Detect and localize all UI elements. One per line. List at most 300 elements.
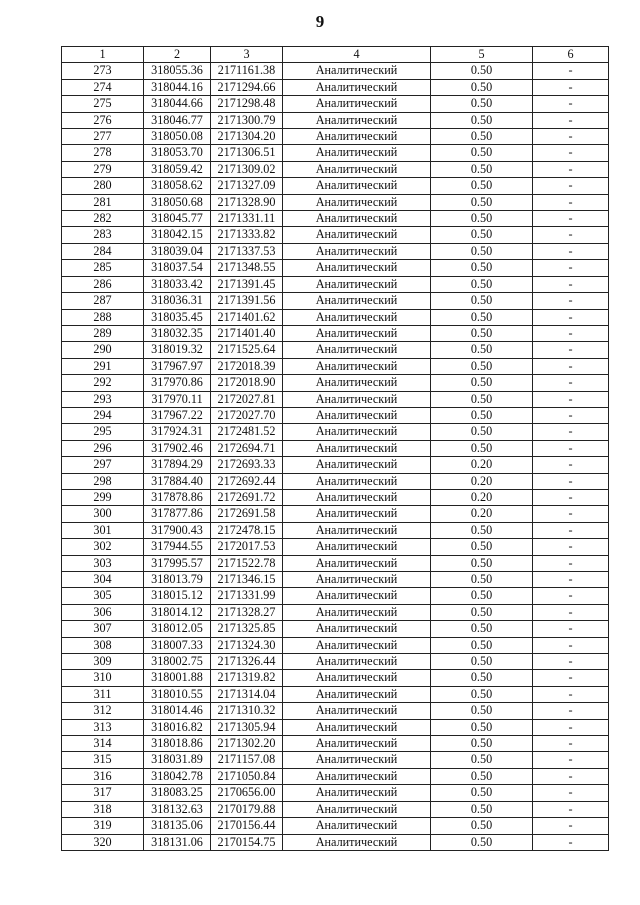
table-cell: 295 [62, 424, 144, 440]
table-row [62, 621, 609, 637]
table-cell: - [533, 654, 609, 670]
table-cell: 318015.12 [144, 588, 211, 604]
table-cell: - [533, 342, 609, 358]
table-cell: 0.50 [431, 194, 533, 210]
table-cell: - [533, 801, 609, 817]
table-cell: Аналитический [283, 539, 431, 555]
table-cell: 317877.86 [144, 506, 211, 522]
table-row [62, 686, 609, 702]
table-cell: - [533, 588, 609, 604]
table-cell: 286 [62, 276, 144, 292]
table-cell: - [533, 112, 609, 128]
table-cell: - [533, 440, 609, 456]
table-cell: 273 [62, 63, 144, 79]
table-cell: Аналитический [283, 112, 431, 128]
table-cell: 0.50 [431, 768, 533, 784]
table-cell: 2170154.75 [211, 834, 283, 850]
table-row [62, 670, 609, 686]
table-cell: 0.50 [431, 588, 533, 604]
table-cell: 317970.11 [144, 391, 211, 407]
table-cell: 317884.40 [144, 473, 211, 489]
table-cell: 2170156.44 [211, 818, 283, 834]
table-cell: - [533, 178, 609, 194]
table-cell: 296 [62, 440, 144, 456]
table-cell: 0.50 [431, 670, 533, 686]
column-header: 2 [144, 47, 211, 63]
table-cell: 2171331.11 [211, 211, 283, 227]
table-cell: 2171391.56 [211, 293, 283, 309]
table-cell: - [533, 539, 609, 555]
table-cell: 0.50 [431, 785, 533, 801]
table-cell: 313 [62, 719, 144, 735]
table-cell: 318014.46 [144, 703, 211, 719]
table-cell: 2172027.81 [211, 391, 283, 407]
table-row [62, 178, 609, 194]
table-cell: - [533, 637, 609, 653]
table-row [62, 703, 609, 719]
table-row [62, 440, 609, 456]
table-cell: Аналитический [283, 63, 431, 79]
table-cell: Аналитический [283, 424, 431, 440]
table-cell: - [533, 424, 609, 440]
table-cell: 2171298.48 [211, 96, 283, 112]
table-row [62, 637, 609, 653]
table-cell: 2171050.84 [211, 768, 283, 784]
table-cell: 291 [62, 358, 144, 374]
table-cell: 2171327.09 [211, 178, 283, 194]
table-cell: - [533, 391, 609, 407]
column-header: 1 [62, 47, 144, 63]
table-cell: 318002.75 [144, 654, 211, 670]
table-row [62, 489, 609, 505]
table-cell: 289 [62, 325, 144, 341]
table-cell: 318033.42 [144, 276, 211, 292]
table-cell: 0.50 [431, 375, 533, 391]
table-cell: 2171401.62 [211, 309, 283, 325]
table-cell: Аналитический [283, 572, 431, 588]
table-cell: 317944.55 [144, 539, 211, 555]
table-cell: Аналитический [283, 703, 431, 719]
table-cell: 318053.70 [144, 145, 211, 161]
table-cell: 318131.06 [144, 834, 211, 850]
table-cell: 318050.08 [144, 129, 211, 145]
table-cell: 0.50 [431, 572, 533, 588]
table-cell: 318044.66 [144, 96, 211, 112]
table-cell: Аналитический [283, 752, 431, 768]
table-cell: 0.50 [431, 555, 533, 571]
table-cell: 278 [62, 145, 144, 161]
table-cell: 318058.62 [144, 178, 211, 194]
table-cell: Аналитический [283, 818, 431, 834]
table-cell: 315 [62, 752, 144, 768]
table-cell: 0.50 [431, 358, 533, 374]
table-cell: Аналитический [283, 834, 431, 850]
table-cell: 2171348.55 [211, 260, 283, 276]
table-row [62, 572, 609, 588]
table-cell: 314 [62, 736, 144, 752]
table-cell: 317995.57 [144, 555, 211, 571]
table-cell: 317967.22 [144, 407, 211, 423]
table-row [62, 309, 609, 325]
table-row [62, 227, 609, 243]
coordinates-table [61, 46, 609, 851]
table-cell: 305 [62, 588, 144, 604]
table-cell: 319 [62, 818, 144, 834]
table-cell: 308 [62, 637, 144, 653]
table-cell: Аналитический [283, 801, 431, 817]
table-cell: Аналитический [283, 375, 431, 391]
table-row [62, 112, 609, 128]
table-cell: 318016.82 [144, 719, 211, 735]
table-cell: 0.50 [431, 260, 533, 276]
table-row [62, 96, 609, 112]
table-cell: Аналитический [283, 161, 431, 177]
table-cell: 0.20 [431, 489, 533, 505]
table-cell: 318018.86 [144, 736, 211, 752]
table-cell: 2172694.71 [211, 440, 283, 456]
table-cell: 2171294.66 [211, 79, 283, 95]
table-cell: Аналитический [283, 522, 431, 538]
table-cell: 318055.36 [144, 63, 211, 79]
table-row [62, 129, 609, 145]
table-cell: 318050.68 [144, 194, 211, 210]
table-cell: 276 [62, 112, 144, 128]
table-cell: Аналитический [283, 309, 431, 325]
table-cell: 0.50 [431, 293, 533, 309]
table-cell: 306 [62, 604, 144, 620]
table-cell: 292 [62, 375, 144, 391]
table-row [62, 719, 609, 735]
table-cell: 318132.63 [144, 801, 211, 817]
table-cell: 318035.45 [144, 309, 211, 325]
column-header: 3 [211, 47, 283, 63]
table-cell: 301 [62, 522, 144, 538]
table-cell: - [533, 260, 609, 276]
table-cell: 0.50 [431, 145, 533, 161]
table-cell: 285 [62, 260, 144, 276]
table-cell: 2172027.70 [211, 407, 283, 423]
table-cell: - [533, 785, 609, 801]
table-cell: 275 [62, 96, 144, 112]
table-cell: 0.20 [431, 457, 533, 473]
table-cell: 2172691.58 [211, 506, 283, 522]
table-cell: - [533, 621, 609, 637]
table-cell: - [533, 522, 609, 538]
table-cell: - [533, 96, 609, 112]
table-cell: 0.50 [431, 818, 533, 834]
table-cell: Аналитический [283, 407, 431, 423]
table-cell: 318010.55 [144, 686, 211, 702]
table-cell: 317878.86 [144, 489, 211, 505]
table-cell: - [533, 834, 609, 850]
table-cell: Аналитический [283, 358, 431, 374]
table-cell: 0.50 [431, 686, 533, 702]
table-cell: 2171314.04 [211, 686, 283, 702]
table-cell: 2171346.15 [211, 572, 283, 588]
table-cell: - [533, 703, 609, 719]
table-row [62, 834, 609, 850]
table-cell: 2171337.53 [211, 243, 283, 259]
table-cell: 309 [62, 654, 144, 670]
table-cell: 317894.29 [144, 457, 211, 473]
table-cell: 317924.31 [144, 424, 211, 440]
table-cell: 2171161.38 [211, 63, 283, 79]
table-cell: 279 [62, 161, 144, 177]
table-cell: 317900.43 [144, 522, 211, 538]
table-cell: - [533, 227, 609, 243]
table-cell: - [533, 325, 609, 341]
table-cell: Аналитический [283, 555, 431, 571]
table-cell: Аналитический [283, 178, 431, 194]
table-row [62, 736, 609, 752]
table-cell: 0.50 [431, 161, 533, 177]
table-cell: - [533, 276, 609, 292]
table-cell: 284 [62, 243, 144, 259]
column-header: 4 [283, 47, 431, 63]
table-cell: 0.50 [431, 719, 533, 735]
table-cell: - [533, 161, 609, 177]
table-cell: 318001.88 [144, 670, 211, 686]
table-cell: 0.50 [431, 276, 533, 292]
table-cell: - [533, 309, 609, 325]
table-cell: 0.20 [431, 506, 533, 522]
table-cell: - [533, 489, 609, 505]
table-row [62, 457, 609, 473]
table-cell: Аналитический [283, 440, 431, 456]
table-cell: 297 [62, 457, 144, 473]
table-cell: 318032.35 [144, 325, 211, 341]
table-cell: - [533, 63, 609, 79]
table-row [62, 588, 609, 604]
table-cell: 318059.42 [144, 161, 211, 177]
table-cell: 318013.79 [144, 572, 211, 588]
table-cell: 318037.54 [144, 260, 211, 276]
table-cell: 2170179.88 [211, 801, 283, 817]
table-cell: 2171302.20 [211, 736, 283, 752]
table-row [62, 243, 609, 259]
table-row [62, 260, 609, 276]
table-cell: 299 [62, 489, 144, 505]
table-cell: Аналитический [283, 227, 431, 243]
table-row [62, 375, 609, 391]
table-row [62, 63, 609, 79]
table-cell: 0.50 [431, 440, 533, 456]
table-cell: 0.50 [431, 112, 533, 128]
table-row [62, 145, 609, 161]
table-cell: Аналитический [283, 194, 431, 210]
table-cell: Аналитический [283, 325, 431, 341]
table-cell: Аналитический [283, 391, 431, 407]
table-cell: - [533, 211, 609, 227]
table-cell: 2171157.08 [211, 752, 283, 768]
table-cell: 280 [62, 178, 144, 194]
table-cell: - [533, 670, 609, 686]
table-cell: - [533, 358, 609, 374]
table-cell: Аналитический [283, 621, 431, 637]
table-cell: - [533, 572, 609, 588]
table-row [62, 522, 609, 538]
table-cell: - [533, 604, 609, 620]
table-cell: - [533, 768, 609, 784]
table-cell: 2171310.32 [211, 703, 283, 719]
table-cell: 302 [62, 539, 144, 555]
table-cell: 0.50 [431, 309, 533, 325]
table-cell: - [533, 473, 609, 489]
table-row [62, 342, 609, 358]
table-cell: 318 [62, 801, 144, 817]
table-cell: 2171522.78 [211, 555, 283, 571]
table-cell: 304 [62, 572, 144, 588]
table-cell: 2171391.45 [211, 276, 283, 292]
table-cell: 320 [62, 834, 144, 850]
table-cell: 318083.25 [144, 785, 211, 801]
table-row [62, 818, 609, 834]
table-cell: 317970.86 [144, 375, 211, 391]
table-cell: Аналитический [283, 785, 431, 801]
table-cell: 318012.05 [144, 621, 211, 637]
table-header-row [62, 47, 609, 63]
table-row [62, 604, 609, 620]
table-cell: 0.50 [431, 391, 533, 407]
table-cell: 0.50 [431, 604, 533, 620]
table-cell: 0.50 [431, 63, 533, 79]
table-cell: 318044.16 [144, 79, 211, 95]
table-cell: - [533, 506, 609, 522]
table-cell: 287 [62, 293, 144, 309]
table-cell: - [533, 293, 609, 309]
table-cell: - [533, 686, 609, 702]
table-body [62, 63, 609, 851]
table-cell: 0.50 [431, 342, 533, 358]
table-cell: - [533, 407, 609, 423]
table-cell: Аналитический [283, 260, 431, 276]
table-cell: 0.50 [431, 834, 533, 850]
table-cell: - [533, 375, 609, 391]
table-cell: 2172018.90 [211, 375, 283, 391]
table-cell: Аналитический [283, 293, 431, 309]
table-cell: 0.50 [431, 637, 533, 653]
column-header: 6 [533, 47, 609, 63]
table-cell: 0.50 [431, 129, 533, 145]
table-row [62, 325, 609, 341]
table-cell: 2171525.64 [211, 342, 283, 358]
table-row [62, 506, 609, 522]
table-cell: 2171326.44 [211, 654, 283, 670]
table-cell: Аналитический [283, 96, 431, 112]
table-cell: 2172018.39 [211, 358, 283, 374]
table-cell: 0.50 [431, 752, 533, 768]
table-cell: Аналитический [283, 473, 431, 489]
table-cell: 2171333.82 [211, 227, 283, 243]
table-cell: - [533, 194, 609, 210]
table-cell: Аналитический [283, 736, 431, 752]
table-cell: 318031.89 [144, 752, 211, 768]
table-row [62, 785, 609, 801]
table-cell: - [533, 555, 609, 571]
table-cell: - [533, 818, 609, 834]
table-cell: 0.50 [431, 325, 533, 341]
table-cell: Аналитический [283, 489, 431, 505]
table-cell: Аналитический [283, 342, 431, 358]
table-row [62, 194, 609, 210]
page-number: 9 [315, 12, 325, 31]
table-cell: 0.50 [431, 243, 533, 259]
table-cell: 307 [62, 621, 144, 637]
table-cell: - [533, 129, 609, 145]
table-row [62, 768, 609, 784]
table-cell: 290 [62, 342, 144, 358]
table-cell: 0.50 [431, 621, 533, 637]
table-cell: Аналитический [283, 79, 431, 95]
table-row [62, 555, 609, 571]
table-cell: 0.20 [431, 473, 533, 489]
table-row [62, 654, 609, 670]
table-cell: 2171331.99 [211, 588, 283, 604]
table-cell: 318014.12 [144, 604, 211, 620]
table-cell: 316 [62, 768, 144, 784]
table-cell: 2171305.94 [211, 719, 283, 735]
table-cell: 0.50 [431, 654, 533, 670]
table-row [62, 79, 609, 95]
table-cell: 0.50 [431, 79, 533, 95]
table-cell: 318042.78 [144, 768, 211, 784]
table-cell: Аналитический [283, 686, 431, 702]
table-cell: 2172017.53 [211, 539, 283, 555]
table-cell: Аналитический [283, 145, 431, 161]
table-cell: 2172481.52 [211, 424, 283, 440]
table-cell: 300 [62, 506, 144, 522]
table-row [62, 391, 609, 407]
table-cell: 2170656.00 [211, 785, 283, 801]
table-cell: 282 [62, 211, 144, 227]
table-cell: 2172692.44 [211, 473, 283, 489]
table-cell: Аналитический [283, 506, 431, 522]
table-cell: Аналитический [283, 276, 431, 292]
table-cell: 0.50 [431, 211, 533, 227]
table-cell: Аналитический [283, 129, 431, 145]
table-cell: 2172691.72 [211, 489, 283, 505]
column-header: 5 [431, 47, 533, 63]
table-cell: Аналитический [283, 719, 431, 735]
table-row [62, 801, 609, 817]
table-cell: - [533, 736, 609, 752]
table-cell: 318019.32 [144, 342, 211, 358]
table-cell: 2171401.40 [211, 325, 283, 341]
table-cell: 2171328.90 [211, 194, 283, 210]
table-cell: Аналитический [283, 457, 431, 473]
table-cell: 317967.97 [144, 358, 211, 374]
table-cell: Аналитический [283, 670, 431, 686]
table-cell: Аналитический [283, 637, 431, 653]
table-cell: 303 [62, 555, 144, 571]
table-cell: - [533, 145, 609, 161]
table-cell: 318007.33 [144, 637, 211, 653]
table-cell: 0.50 [431, 407, 533, 423]
table-cell: 294 [62, 407, 144, 423]
table-cell: 310 [62, 670, 144, 686]
table-cell: - [533, 752, 609, 768]
table-cell: 2172693.33 [211, 457, 283, 473]
table-row [62, 473, 609, 489]
table-cell: 2171325.85 [211, 621, 283, 637]
table-cell: 2171300.79 [211, 112, 283, 128]
table-cell: 2171309.02 [211, 161, 283, 177]
table-row [62, 211, 609, 227]
table-cell: 274 [62, 79, 144, 95]
table-cell: 288 [62, 309, 144, 325]
table-cell: 277 [62, 129, 144, 145]
table-cell: 0.50 [431, 736, 533, 752]
